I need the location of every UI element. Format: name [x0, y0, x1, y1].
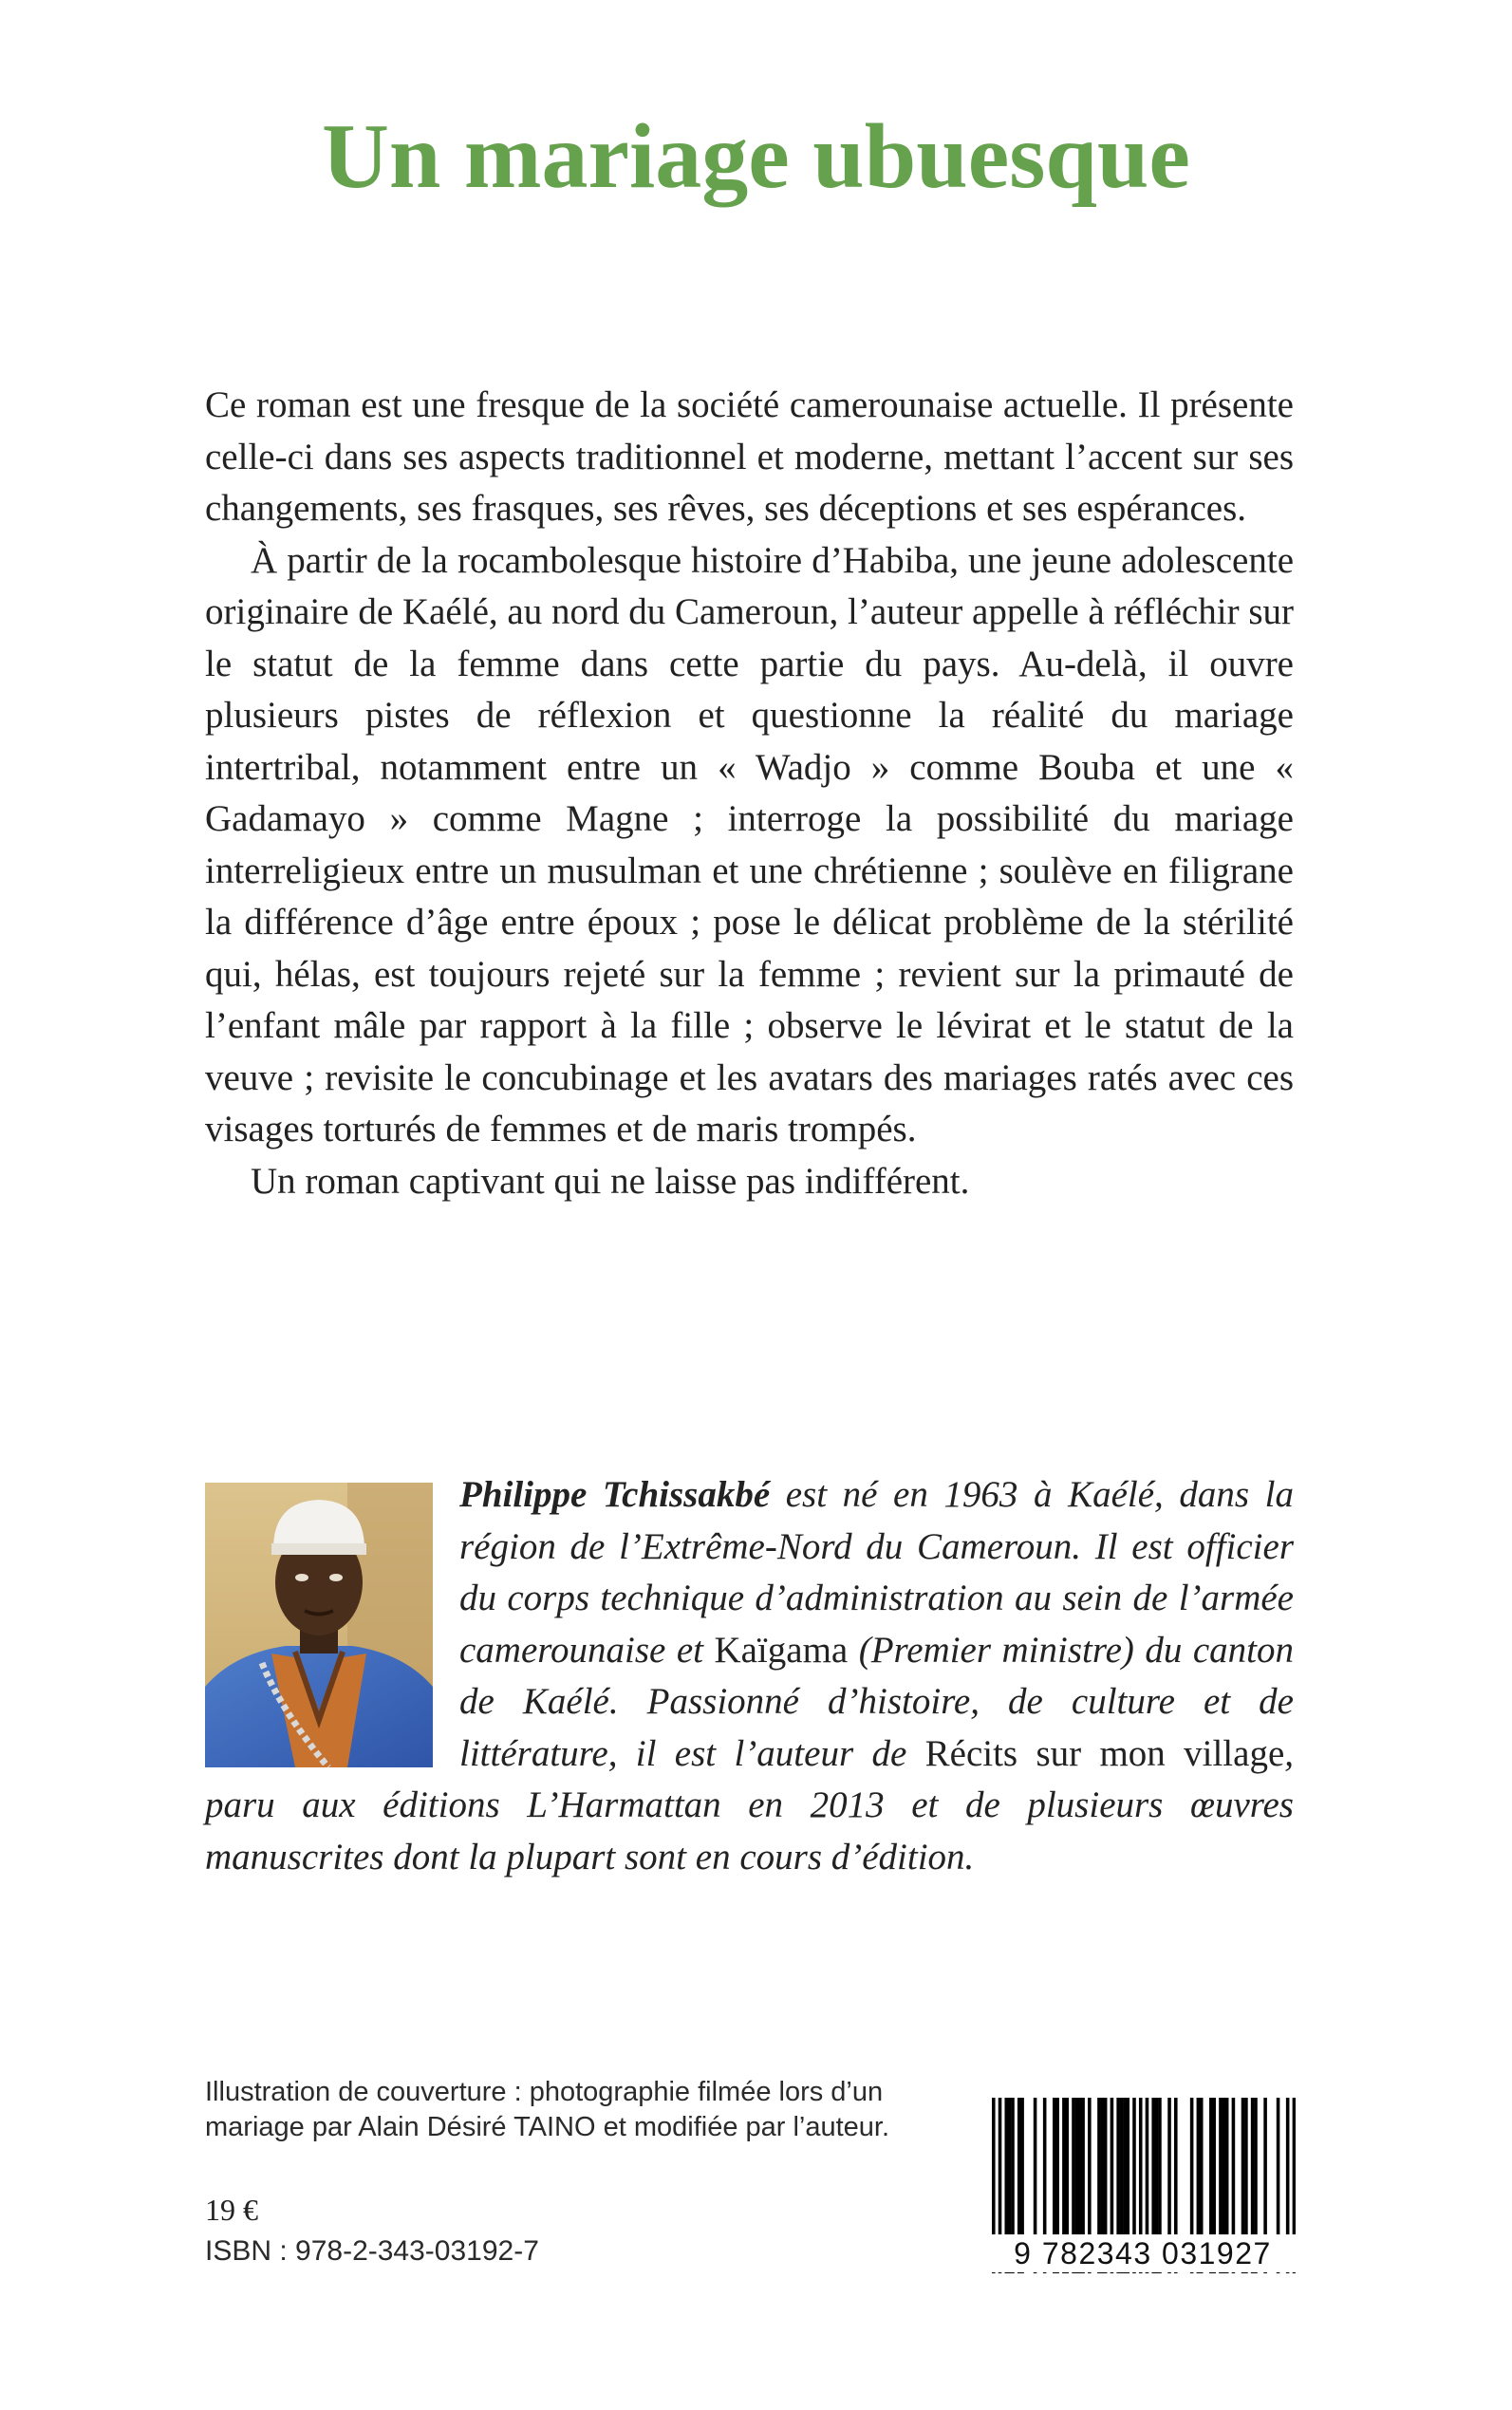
blurb-paragraph-1: Ce roman est une fresque de la société camerounaise actuelle. Il présente celle-ci dans ses aspects traditionnel et moderne, mettant l’accent sur ses changements, ses frasques, ses rêves, ses déceptions et ses espérances.: [205, 384, 1294, 529]
back-cover-blurb: [205, 380, 1294, 1207]
blurb-paragraph-2: À partir de la rocambolesque histoire d’Habiba, une jeune adolescente originaire de Kaélé, au nord du Cameroun, l’auteur appelle à réfléchir sur le statut de la femme dans cette partie du pays. Au-delà, il ouvre plusieurs pistes de réflexion et questionne la réalité du mariage intertribal, notamment entre un « Wadjo » comme Bouba et une « Gadamayo » comme Magne ; interroge la possibilité du mariage interreligieux entre un musulman et une chrétienne ; soulève en filigrane la différence d’âge entre époux ; pose le délicat problème de la stérilité qui, hélas, est toujours rejeté sur la femme ; revient sur la primauté de l’enfant mâle par rapport à la fille ; observe le lévirat et le statut de la veuve ; revisite le concubinage et les avatars des mariages ratés avec ces visages torturés de femmes et de maris trompés.: [205, 539, 1294, 1149]
author-name: Philippe Tchissakbé: [459, 1474, 771, 1515]
blurb-paragraph-3: Un roman captivant qui ne laisse pas indifférent.: [251, 1160, 970, 1202]
book-title: Un mariage ubuesque: [322, 105, 1190, 208]
bio-text-2: (Premier ministre) du canton de Kaélé. Passionné d’histoire, de culture et de littérature, il est l’auteur de: [459, 1629, 1295, 1774]
price: 19 €: [205, 2193, 258, 2227]
isbn: ISBN : 978-2-343-03192-7: [205, 2235, 539, 2267]
author-biography: [205, 1469, 1294, 1883]
barcode-digits: 9 782343 031927: [985, 2234, 1300, 2272]
bio-text-3: , paru aux éditions L’Harmattan en 2013 et de plusieurs œuvres manuscrites dont la plupart sont en cours d’édition.: [205, 1732, 1295, 1878]
bio-text-1: est né en 1963 à Kaélé, dans la région de l’Extrême-Nord du Cameroun. Il est officier du corps technique d’administration au sein de l’armée camerounaise et: [459, 1474, 1294, 1671]
photo-text-wrap: [205, 1479, 433, 1764]
bio-book-title: Récits sur mon village: [924, 1732, 1285, 1774]
cover-illustration-credit: Illustration de couverture : photographie filmée lors d’un mariage par Alain Désiré TAINO et modifiée par l’auteur.: [205, 2077, 890, 2142]
bio-title-word: Kaïgama: [714, 1629, 849, 1671]
